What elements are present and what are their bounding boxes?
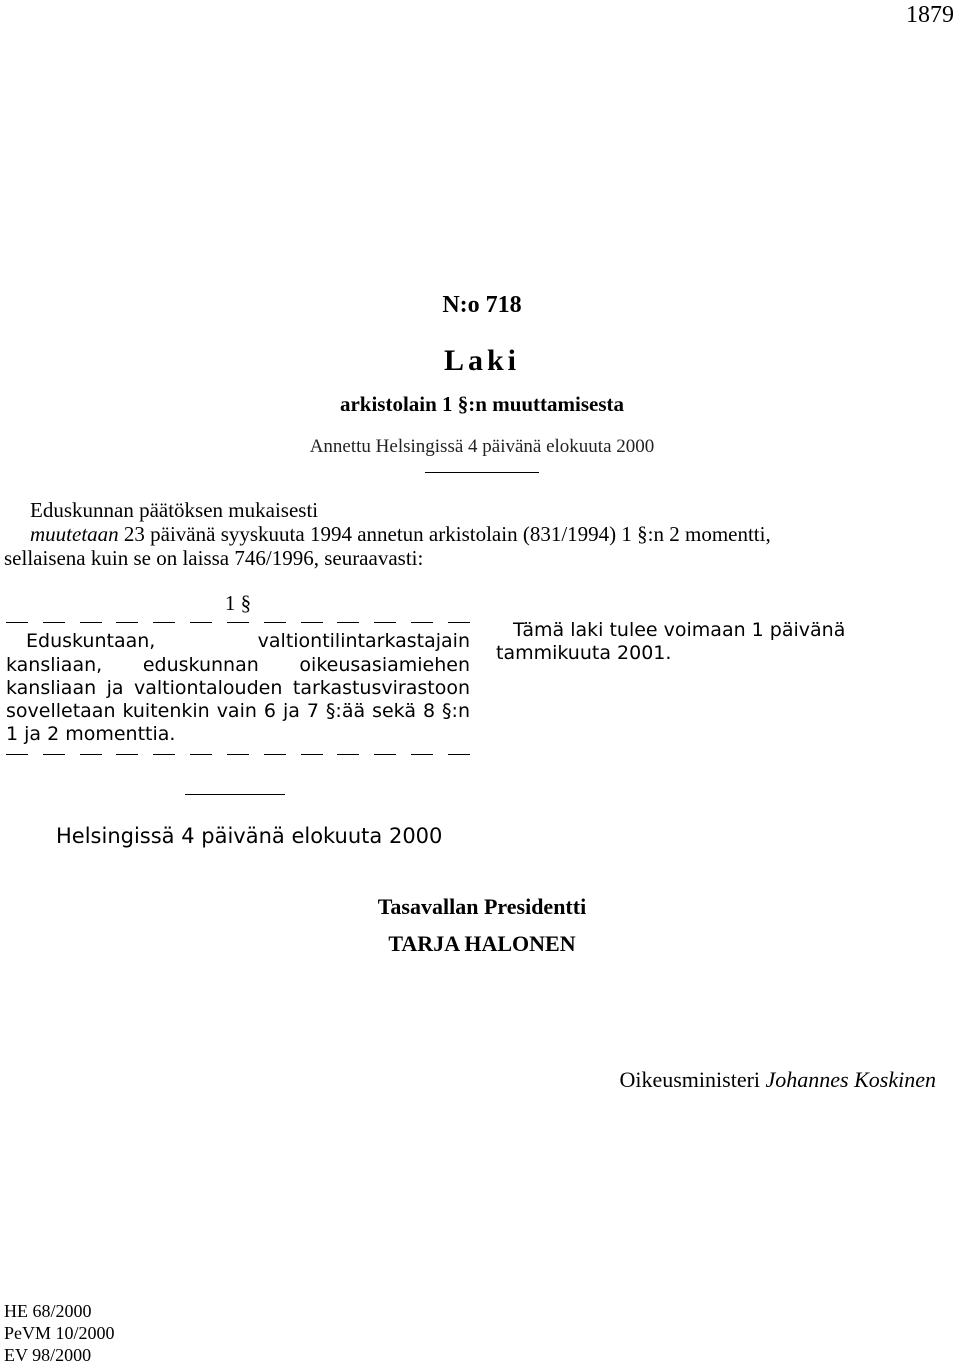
section-end-divider bbox=[185, 794, 285, 795]
president-title: Tasavallan Presidentti bbox=[377, 894, 587, 919]
section-heading: 1 § bbox=[224, 591, 252, 615]
reference-ev: EV 98/2000 bbox=[4, 1345, 92, 1365]
reference-he: HE 68/2000 bbox=[4, 1301, 92, 1321]
preamble bbox=[4, 498, 771, 570]
preamble-line-3: sellaisena kuin se on laissa 746/1996, seuraavasti: bbox=[4, 546, 424, 570]
minister-title: Oikeusministeri bbox=[619, 1067, 761, 1092]
section-column bbox=[6, 592, 470, 759]
entry-into-force: Tämä laki tulee voimaan 1 päivänä tammikuuta 2001. bbox=[496, 619, 846, 664]
omission-dashes-top bbox=[6, 617, 470, 627]
preamble-line-2 bbox=[30, 522, 771, 546]
section-text: Eduskuntaan, valtiontilintarkastajain kansliaan, eduskunnan oikeusasiamiehen kansliaan ja valtiontalouden tarkastusvirastoon sovelletaan kuitenkin vain 6 ja 7 §:ää sekä 8 §:n 1 ja 2 momenttia. bbox=[6, 630, 470, 746]
president-name: TARJA HALONEN bbox=[388, 931, 576, 956]
place-date: Helsingissä 4 päivänä elokuuta 2000 bbox=[56, 824, 443, 848]
minister-name: Johannes Koskinen bbox=[765, 1067, 936, 1092]
title-divider bbox=[425, 472, 539, 473]
legislative-references bbox=[4, 1300, 115, 1366]
omission-dashes-bottom bbox=[6, 749, 470, 759]
law-subtitle: arkistolain 1 §:n muuttamisesta bbox=[339, 392, 625, 416]
law-title: Laki bbox=[443, 344, 521, 377]
minister-signature bbox=[619, 1067, 936, 1093]
page-number: 1879 bbox=[906, 2, 954, 28]
preamble-verb: muutetaan bbox=[30, 522, 119, 546]
issued-date-line: Annettu Helsingissä 4 päivänä elokuuta 2000 bbox=[309, 436, 655, 457]
law-number: N:o 718 bbox=[442, 292, 522, 318]
reference-pevm: PeVM 10/2000 bbox=[4, 1323, 115, 1343]
preamble-line-1: Eduskunnan päätöksen mukaisesti bbox=[30, 498, 319, 522]
preamble-line-2-text: 23 päivänä syyskuuta 1994 annetun arkistolain (831/1994) 1 §:n 2 momentti, bbox=[118, 522, 771, 546]
